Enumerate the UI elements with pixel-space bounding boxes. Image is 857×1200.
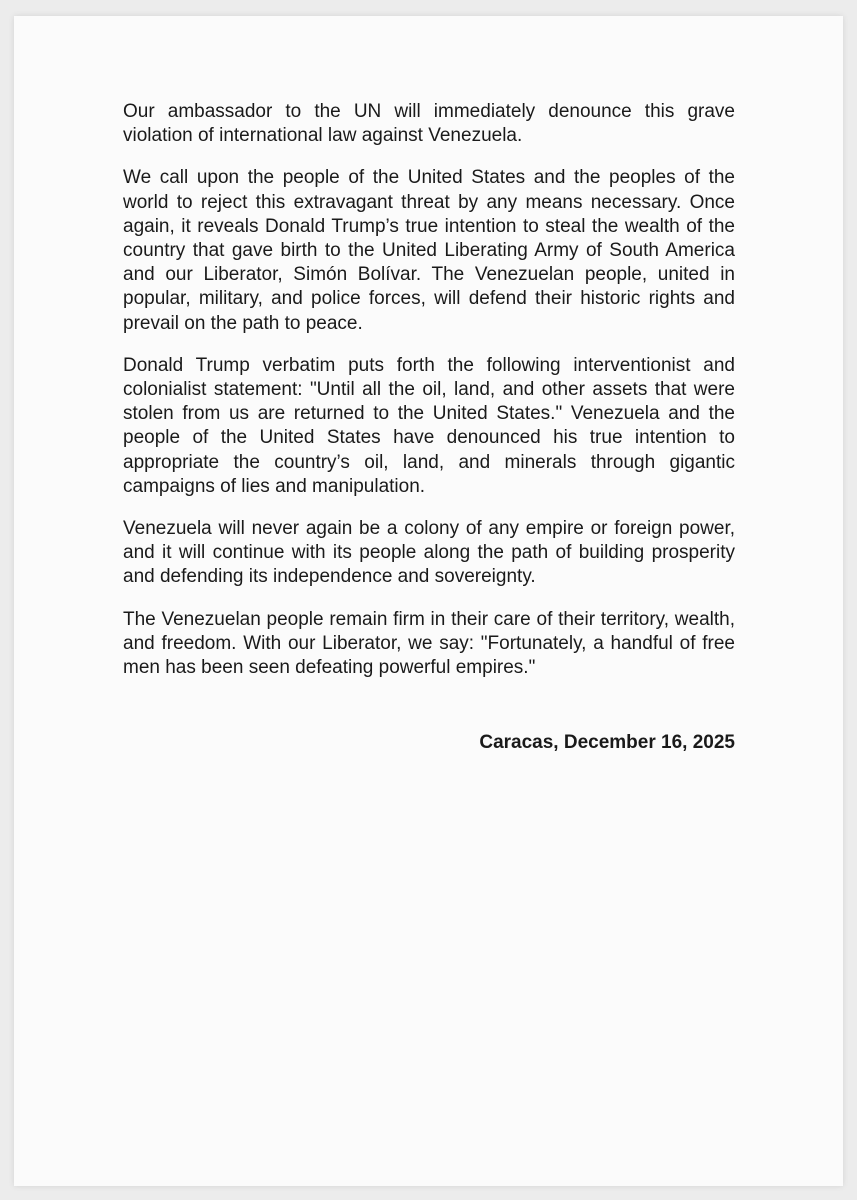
paragraph-trump-statement: Donald Trump verbatim puts forth the following interventionist and colonialist statement: "Until all the oil, land, and other assets that were stolen from us are returned to the United States." Venezuela and the people of the United States have denounced his true intention to appropriate the country’s oil, land, and minerals through gigantic campaigns of lies and manipulation.	[123, 354, 735, 497]
paragraph-call-upon-people: We call upon the people of the United States and the peoples of the world to reject this extravagant threat by any means necessary. Once again, it reveals Donald Trump’s true intention to steal the wealth of the country that gave birth to the United Liberating Army of South America and our Liberator, Simón Bolívar. The Venezuelan people, united in popular, military, and police forces, will defend their historic rights and prevail on the path to peace.	[123, 167, 735, 334]
document-body	[123, 100, 735, 698]
paragraph-remain-firm: The Venezuelan people remain firm in their care of their territory, wealth, and freedom. With our Liberator, we say: "Fortunately, a handful of free men has been seen defeating powerful empires."	[123, 608, 735, 679]
document-page	[14, 16, 843, 1186]
paragraph-ambassador: Our ambassador to the UN will immediately denounce this grave violation of international law against Venezuela.	[123, 101, 735, 147]
paragraph-never-colony: Venezuela will never again be a colony of any empire or foreign power, and it will continue with its people along the path of building prosperity and defending its independence and sovereignty.	[123, 518, 735, 588]
place-date-signature: Caracas, December 16, 2025	[479, 732, 735, 753]
